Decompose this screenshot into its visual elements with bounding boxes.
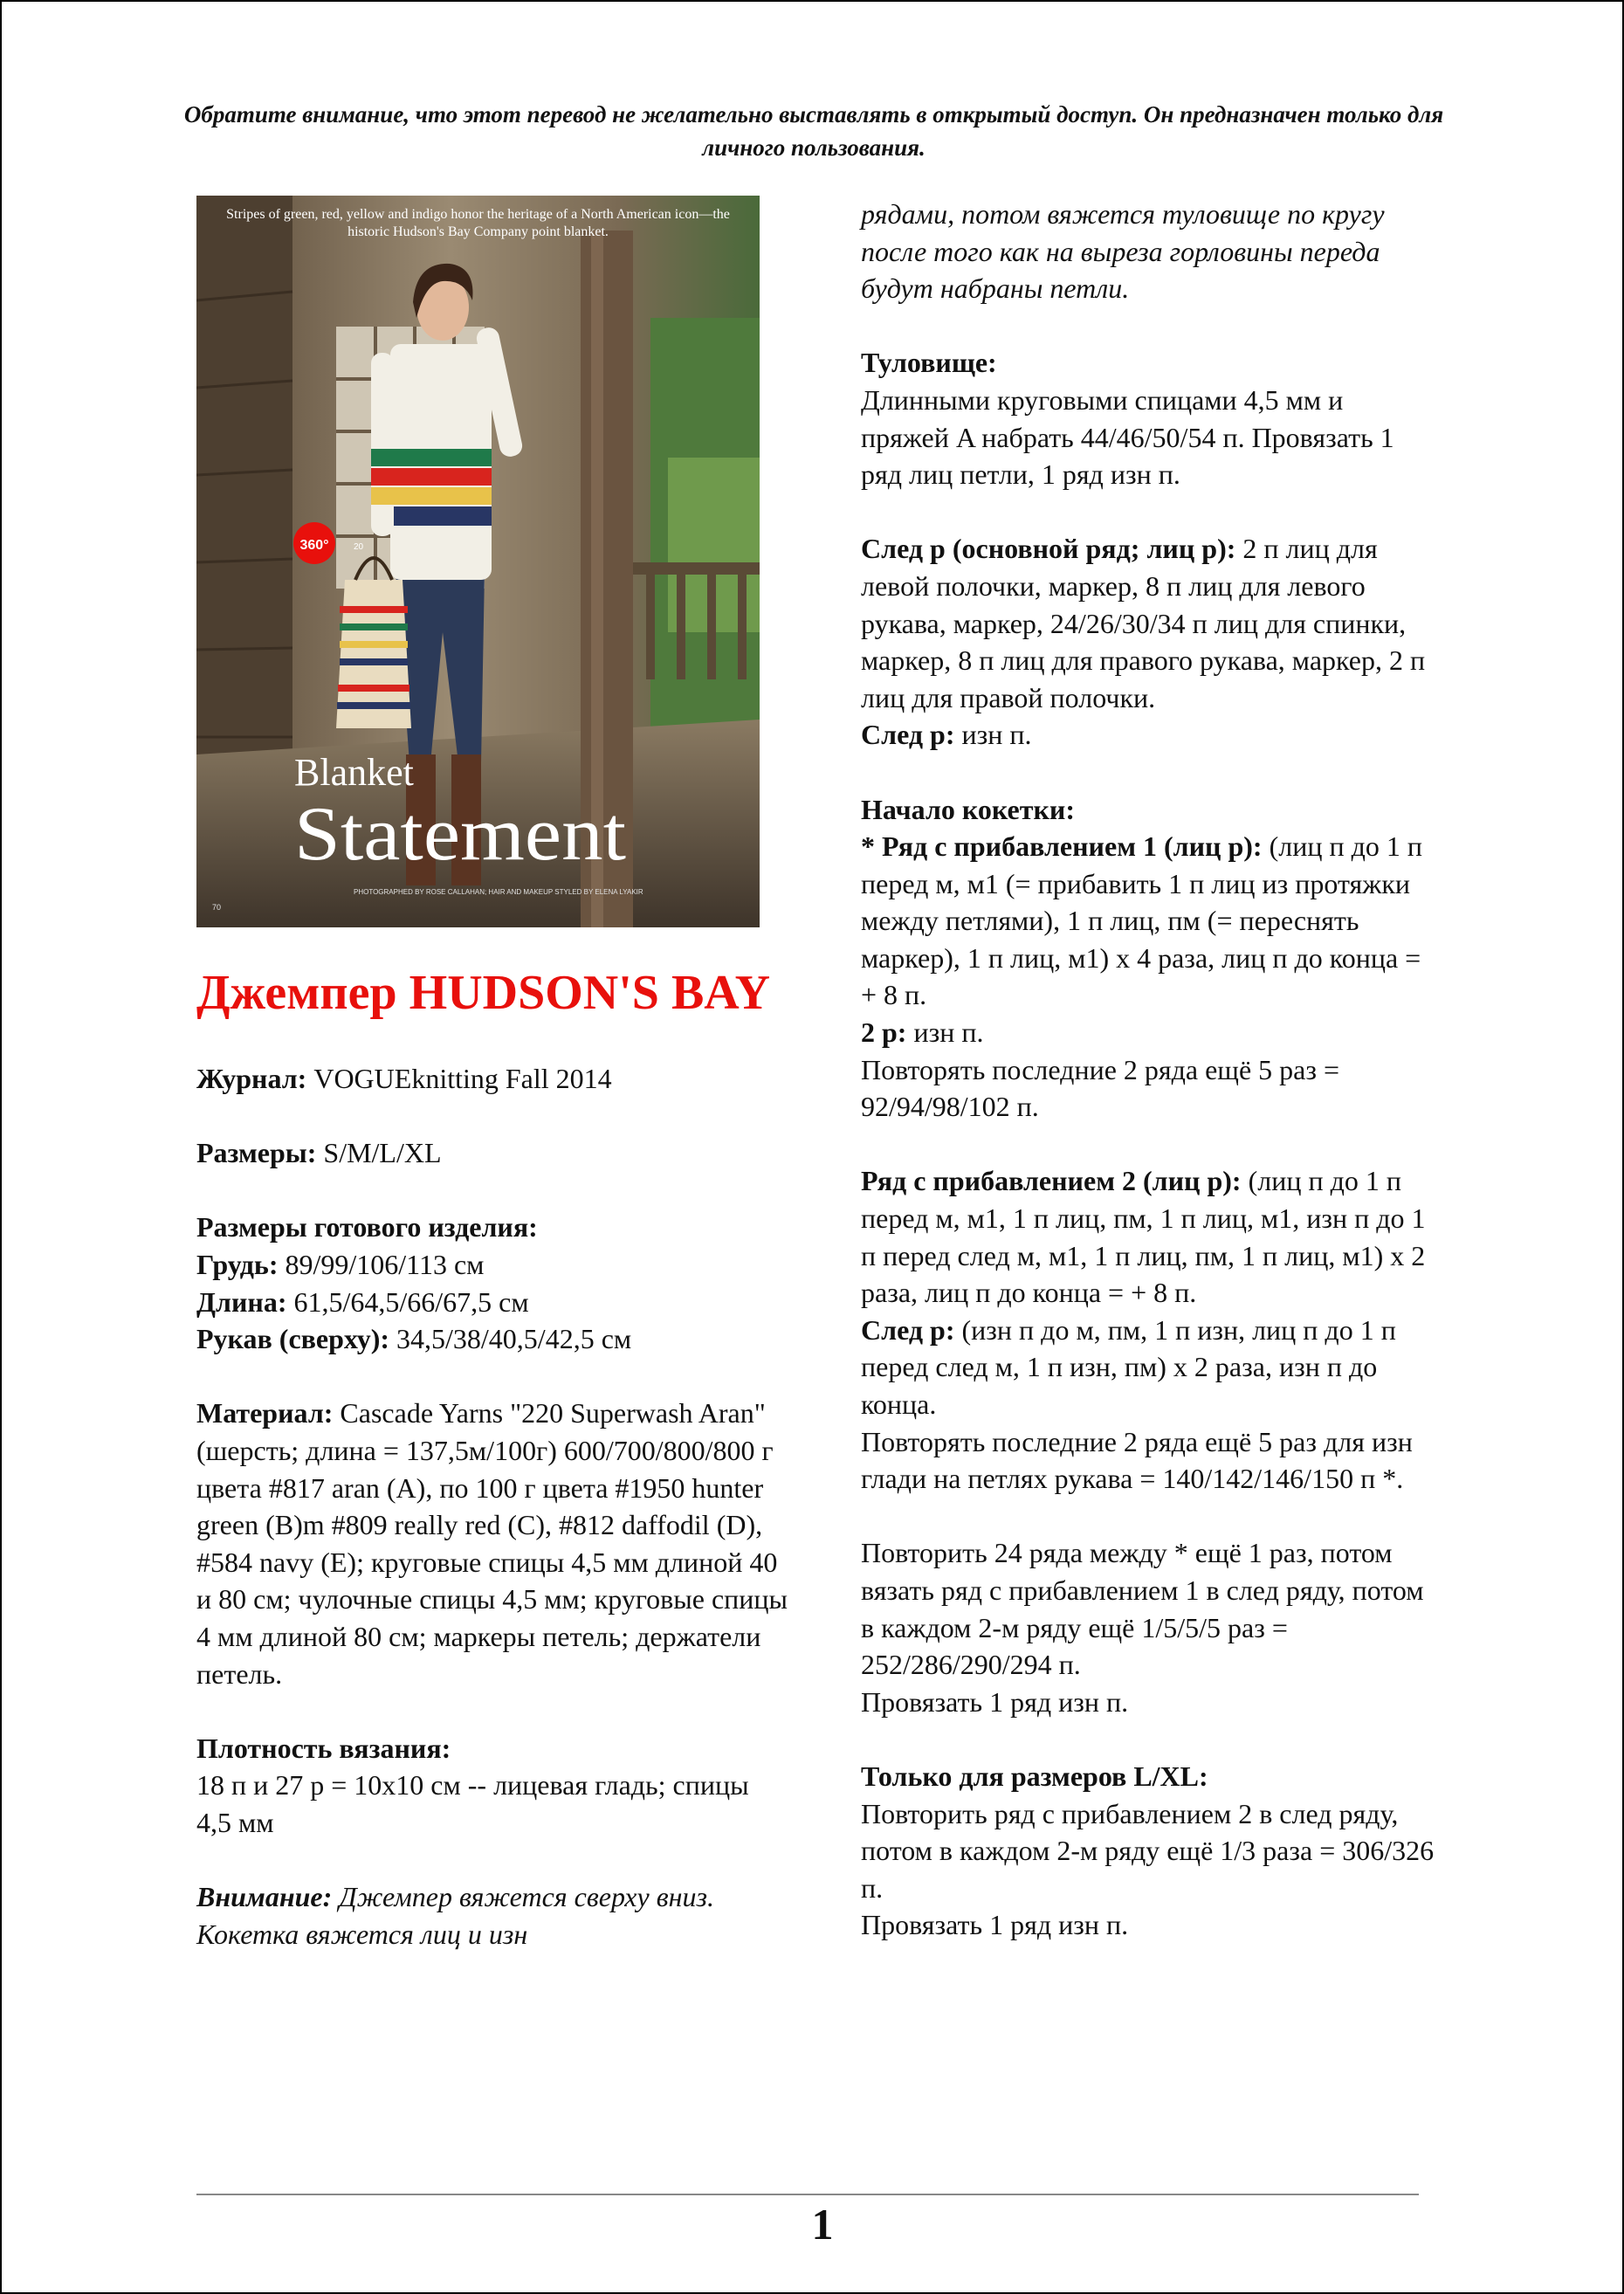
attention-label: Внимание:: [196, 1881, 333, 1913]
inc1-value: (лиц п до 1 п перед м, м1 (= прибавить 1 п лиц из протяжки между петлями), 1 п лиц, пм (= переснять маркер), 1 п лиц, м1) x 4 раза, лиц п до конца = + 8 п.: [861, 830, 1422, 1011]
repeat24-section: [861, 1534, 1437, 1720]
journal-label: Журнал:: [196, 1063, 307, 1094]
lxl-heading: Только для размеров L/XL:: [861, 1760, 1208, 1792]
inc1-label: * Ряд с прибавлением 1 (лиц р):: [861, 830, 1263, 863]
photo-title-line2: Statement: [294, 792, 626, 877]
lxl-purl: Провязать 1 ряд изн п.: [861, 1909, 1129, 1941]
body-section: [861, 344, 1437, 493]
badge-360-label: 360°: [299, 538, 329, 553]
body-text: Длинными круговыми спицами 4,5 мм и пряжей A набрать 44/46/50/54 п. Провязать 1 ряд лиц петли, 1 ряд изн п.: [861, 383, 1394, 491]
photo-caption: Stripes of green, red, yellow and indigo honor the heritage of a North American icon—the historic Hudson's Bay Company point blanket.: [226, 207, 730, 239]
pattern-title: Джемпер HUDSON'S BAY: [196, 966, 771, 1020]
setup-row: [861, 530, 1437, 716]
lxl-section: [861, 1758, 1437, 1944]
setup-value: 2 п лиц для левой полочки, маркер, 8 п лиц для левого рукава, маркер, 24/26/30/34 п лиц для спинки, маркер, 8 п лиц для правого рукава, маркер, 2 п лиц для правой полочки.: [861, 533, 1426, 713]
chest-label: Грудь:: [196, 1248, 279, 1280]
photo-illustration: [196, 196, 760, 927]
yoke-repeat: Повторять последние 2 ряда ещё 5 раз = 92/94/98/102 п.: [861, 1053, 1340, 1123]
setup-next-value: изн п.: [954, 719, 1032, 751]
inc2-row: [861, 1162, 1437, 1311]
sleeve-value: 34,5/38/40,5/42,5 см: [389, 1323, 632, 1355]
photo-credits: PHOTOGRAPHED BY ROSE CALLAHAN; HAIR AND MAKEUP STYLED BY ELENA LYAKIR: [354, 888, 643, 896]
material-paragraph: [196, 1395, 790, 1692]
material-label: Материал:: [196, 1397, 334, 1429]
setup-label: След р (основной ряд; лиц р):: [861, 533, 1236, 565]
material-value: Cascade Yarns "220 Superwash Aran" (шерсть; длина = 137,5м/100г) 600/700/800/800 г цвета #817 aran (A), по 100 г цвета #1950 hunter green (B)m #809 really red (C), #812 daffodil (D), #584 navy (E); круговые спицы 4,5 мм длиной 40 и 80 см; чулочные спицы 4,5 мм; круговые спицы 4 мм длиной 80 см; маркеры петель; держатели петель.: [196, 1397, 788, 1690]
attention-value: Джемпер вяжется сверху вниз. Кокетка вяжется лиц и изн: [196, 1881, 714, 1950]
chest-line: [196, 1246, 790, 1284]
journal-value: VOGUEknitting Fall 2014: [306, 1063, 612, 1094]
body-heading: Туловище:: [861, 347, 997, 379]
footer-divider: [196, 2194, 1419, 2195]
gauge-heading: Плотность вязания:: [196, 1732, 451, 1764]
photo-title-line1: Blanket: [294, 751, 414, 794]
gauge-block: [196, 1730, 790, 1842]
inc2-next-value: (изн п до м, пм, 1 п изн, лиц п до 1 п перед след м, 1 п изн, пм) x 2 раза, изн п до конца.: [861, 1313, 1396, 1420]
photo-page-number: 70: [212, 903, 222, 912]
yoke-section: [861, 791, 1437, 1126]
badge-page-ref: 20: [354, 542, 364, 552]
row2-label: 2 р:: [861, 1016, 907, 1049]
length-label: Длина:: [196, 1285, 287, 1318]
sleeve-line: [196, 1320, 790, 1358]
right-column: [861, 196, 1437, 1944]
attention-continued: рядами, потом вяжется туловище по кругу после того как на выреза горловины переда будут набраны петли.: [861, 198, 1385, 305]
inc2-section: [861, 1162, 1437, 1497]
sizes-label: Размеры:: [196, 1137, 317, 1169]
inc2-next-label: След р:: [861, 1313, 955, 1346]
yoke-heading: Начало кокетки:: [861, 793, 1075, 825]
inc2-label: Ряд с прибавлением 2 (лиц р):: [861, 1165, 1242, 1197]
length-line: [196, 1284, 790, 1321]
magazine-photo: [196, 196, 760, 927]
repeat24-text: Повторить 24 ряда между * ещё 1 раз, потом вязать ряд с прибавлением 1 в след ряду, потом в каждом 2-м ряду ещё 1/5/5/5 раз = 252/286/290/294 п.: [861, 1537, 1424, 1681]
repeat24-purl: Провязать 1 ряд изн п.: [861, 1685, 1129, 1718]
length-value: 61,5/64,5/66/67,5 см: [286, 1285, 529, 1318]
setup-next-label: След р:: [861, 719, 955, 751]
privacy-notice: Обратите внимание, что этот перевод не желательно выставлять в открытый доступ. Он предназначен только для личного пользования.: [183, 101, 1444, 161]
inc2-value: (лиц п до 1 п перед м, м1, 1 п лиц, пм, 1 п лиц, м1, изн п до 1 п перед след м, м1, 1 п лиц, пм, 1 п лиц, м1) x 2 раза, лиц п до конца = + 8 п.: [861, 1165, 1426, 1309]
inc2-repeat: Повторять последние 2 ряда ещё 5 раз для изн глади на петлях рукава = 140/142/146/150 п *.: [861, 1425, 1413, 1495]
finished-heading: Размеры готового изделия:: [196, 1211, 538, 1243]
attention-paragraph: [196, 1878, 790, 1953]
lxl-text: Повторить ряд с прибавлением 2 в след ряду, потом в каждом 2-м ряду ещё 1/3 раза = 306/326 п.: [861, 1797, 1435, 1904]
gauge-value: 18 п и 27 р = 10x10 см -- лицевая гладь; спицы 4,5 мм: [196, 1769, 749, 1838]
setup-next-row: [861, 716, 1437, 754]
setup-section: [861, 530, 1437, 754]
sleeve-label: Рукав (сверху):: [196, 1323, 390, 1355]
journal-line: [196, 1060, 790, 1098]
chest-value: 89/99/106/113 см: [278, 1248, 485, 1280]
row2-value: изн п.: [906, 1016, 984, 1049]
page-number: 1: [811, 2200, 834, 2249]
inc2-next-row: [861, 1312, 1437, 1423]
row2: [861, 1014, 1437, 1051]
sizes-value: S/M/L/XL: [316, 1137, 442, 1169]
left-column: [196, 962, 790, 1953]
finished-measurements: [196, 1209, 790, 1357]
inc1-row: [861, 828, 1437, 1014]
sizes-line: [196, 1134, 790, 1172]
